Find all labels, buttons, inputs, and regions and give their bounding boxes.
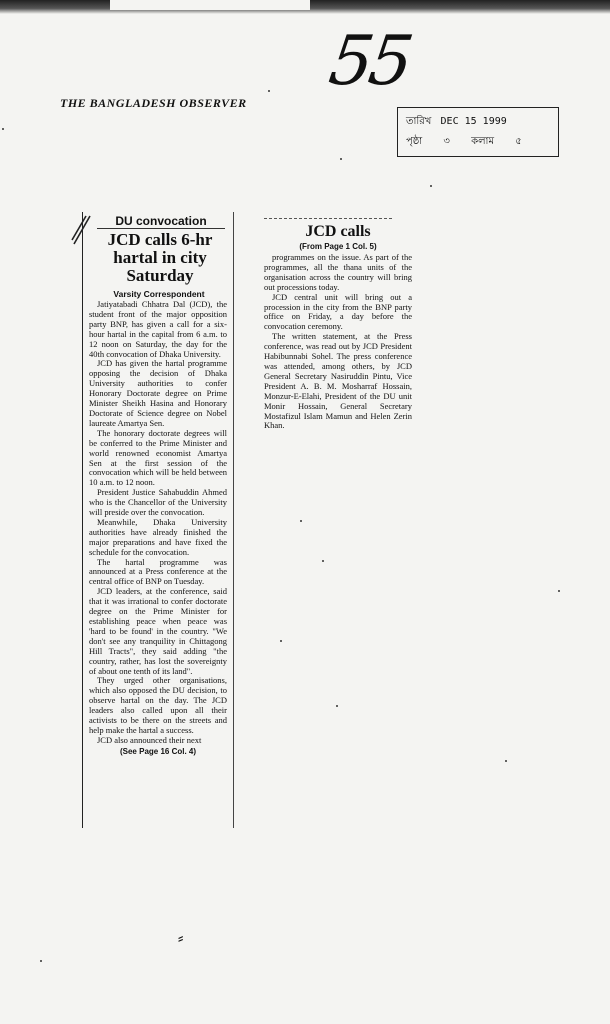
newspaper-masthead: THE BANGLADESH OBSERVER [60,96,247,110]
scan-edge-gap [110,0,310,10]
scan-speck [558,590,560,592]
scan-speck [40,960,42,962]
paragraph: JCD central unit will bring out a procession in the city from the BNP party office on Friday, a day before the convocation ceremony. [264,291,412,332]
paragraph: programmes on the issue. As part of the programmes, all the thana units of the organisation across the country will bring out processions today. [264,252,412,292]
article-kicker: DU convocation [97,214,225,229]
paragraph: JCD has given the hartal programme opposing the decision of Dhaka University authorities to confer Honorary Doctorate degree on Prime Minister Sheikh Hasina and Honorary Doctorate of Science degree on Nobel laureate Amartya Sen. [89,358,227,428]
scan-speck [300,520,302,522]
continued-reference: (See Page 16 Col. 4) [119,746,197,756]
scan-speck [2,128,4,130]
article-headline: JCD calls 6-hr hartal in city Saturday [107,230,213,285]
scan-bottom-mark: ⸗ [178,928,184,947]
paragraph: President Justice Sahabuddin Ahmed who is the Chancellor of the University will preside over the convocation. [89,487,227,518]
paragraph: JCD also announced their next [97,734,202,745]
article-continuation-column [264,218,412,431]
paragraph: Meanwhile, Dhaka University authorities have already finished the major preparations and have fixed the schedule for the convocation. [89,516,227,557]
continuation-headline: JCD calls [305,223,371,240]
paragraph: The hartal programme was announced at a Press conference at the central office of BNP on Tuesday. [89,556,227,587]
date-stamp [397,107,559,157]
scan-speck [336,705,338,707]
article-byline: Varsity Correspondent [113,289,205,299]
stamp-column-label: কলাম [471,136,494,147]
stamp-date-row [406,114,507,131]
scan-speck [340,158,342,160]
stamp-page-row [406,134,540,151]
stamp-column-value: ৫ [515,136,522,147]
scan-speck [280,640,282,642]
paragraph: They urged other organisations, which also opposed the DU decision, to observe hartal on the day. The JCD leaders also called upon all their activists to be there on the streets and help make the hartal a success. [89,675,227,735]
paragraph: The honorary doctorate degrees will be conferred to the Prime Minister and world renowned economist Amartya Sen at the first session of the convocation which will be held between 10 a.m. to 12 noon. [89,427,227,488]
paragraph: JCD leaders, at the conference, said that it was irrational to confer doctorate degree on the Prime Minister for establishing peace when peace was 'hard to be found' in the country. "We don't see any tranquility in Chittagong Hill Tracts", they said adding "the country, rather, has lost the sovereignty of about one tenth of its land". [89,586,227,676]
article-main-column [82,212,234,828]
continuation-body [264,253,412,431]
stamp-page-value: ৩ [443,136,450,147]
stamp-date-label: তারিখ [406,116,432,127]
stamp-date-value: DEC 15 1999 [440,116,507,127]
from-page-reference: (From Page 1 Col. 5) [299,242,377,251]
handwritten-page-number: 55 [324,22,415,101]
divider [264,218,392,219]
scan-speck [430,185,432,187]
scan-speck [322,560,324,562]
scan-speck [505,760,507,762]
scan-speck [268,90,270,92]
paragraph: Jatiyatabadi Chhatra Dal (JCD), the student front of the major opposition party BNP, has given a call for a six-hour hartal in the capital from 6 a.m. to 12 noon on Saturday, the day for the 40th convocation of Dhaka University. [89,299,227,359]
article-body [89,300,227,746]
stamp-page-label: পৃষ্ঠা [406,136,423,147]
paragraph: The written statement, at the Press conference, was read out by JCD President Habibunnabi Sohel. The press conference was attended, among others, by JCD General Secretary Nasiruddin Pintu, Vice President A. B. M. Mosharraf Hossain, Monzur-E-Elahi, President of the DU unit Monir Hossain, General Secretary Mostafizul Islam Mamun and Helen Zerin Khan. [264,331,412,431]
